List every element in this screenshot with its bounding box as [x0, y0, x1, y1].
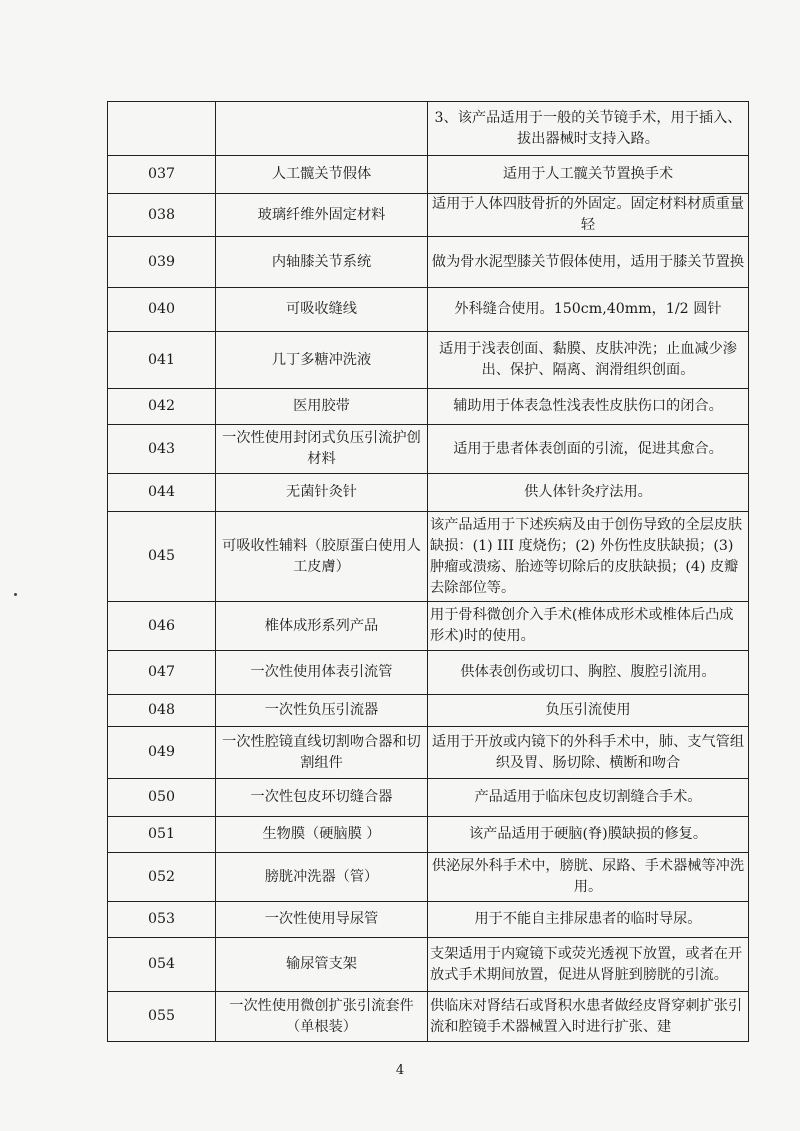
row-number-cell: 049 — [108, 727, 216, 779]
row-number-cell: 045 — [108, 512, 216, 602]
table-row — [108, 727, 749, 779]
description-cell: 辅助用于体表急性浅表性皮肤伤口的闭合。 — [428, 389, 749, 425]
product-name-cell: 输尿管支架 — [216, 938, 428, 992]
description-cell: 适用于人体四肢骨折的外固定。固定材料材质重量轻 — [428, 194, 749, 237]
product-table — [107, 101, 749, 1042]
row-number-cell: 043 — [108, 425, 216, 474]
row-number-cell: 041 — [108, 332, 216, 389]
product-name-cell: 内轴膝关节系统 — [216, 237, 428, 288]
product-name-cell: 无菌针灸针 — [216, 474, 428, 512]
row-number-cell: 050 — [108, 779, 216, 817]
description-cell: 适用于患者体表创面的引流，促进其愈合。 — [428, 425, 749, 474]
row-number-cell: 037 — [108, 156, 216, 194]
row-number-cell: 040 — [108, 288, 216, 332]
description-cell: 用于不能自主排尿患者的临时导尿。 — [428, 902, 749, 938]
row-number-cell — [108, 102, 216, 156]
product-name-cell: 一次性负压引流器 — [216, 695, 428, 727]
table-row — [108, 602, 749, 651]
row-number-cell: 052 — [108, 853, 216, 902]
row-number-cell: 048 — [108, 695, 216, 727]
description-cell: 供体表创伤或切口、胸腔、腹腔引流用。 — [428, 651, 749, 695]
table-row — [108, 237, 749, 288]
page-number: 4 — [395, 1063, 405, 1078]
row-number-cell: 038 — [108, 194, 216, 237]
row-number-cell: 044 — [108, 474, 216, 512]
product-name-cell: 一次性使用导尿管 — [216, 902, 428, 938]
table-row — [108, 853, 749, 902]
table-row — [108, 512, 749, 602]
description-cell: 供泌尿外科手术中，膀胱、尿路、手术器械等冲洗用。 — [428, 853, 749, 902]
table-row — [108, 425, 749, 474]
row-number-cell: 039 — [108, 237, 216, 288]
row-number-cell: 051 — [108, 817, 216, 853]
description-cell: 适用于人工髋关节置换手术 — [428, 156, 749, 194]
table-row — [108, 156, 749, 194]
table-row — [108, 332, 749, 389]
product-table-body — [108, 102, 749, 1042]
table-row — [108, 938, 749, 992]
table-row — [108, 779, 749, 817]
table-row — [108, 651, 749, 695]
product-name-cell: 一次性腔镜直线切割吻合器和切割组件 — [216, 727, 428, 779]
table-row — [108, 992, 749, 1042]
table-row — [108, 902, 749, 938]
description-cell: 供临床对肾结石或肾积水患者做经皮肾穿刺扩张引流和腔镜手术器械置入时进行扩张、建 — [428, 992, 749, 1042]
description-cell: 供人体针灸疗法用。 — [428, 474, 749, 512]
product-name-cell: 玻璃纤维外固定材料 — [216, 194, 428, 237]
product-name-cell: 可吸收缝线 — [216, 288, 428, 332]
description-cell: 做为骨水泥型膝关节假体使用，适用于膝关节置换 — [428, 237, 749, 288]
table-row — [108, 102, 749, 156]
description-cell: 3、该产品适用于一般的关节镜手术，用于插入、拔出器械时支持入路。 — [428, 102, 749, 156]
description-cell: 该产品适用于下述疾病及由于创伤导致的全层皮肤缺损：(1) III 度烧伤；(2) 外伤性皮肤缺损；(3) 肿瘤或溃疡、胎迹等切除后的皮肤缺损；(4) 皮瓣去除部位等。 — [428, 512, 749, 602]
table-row — [108, 695, 749, 727]
description-cell: 支架适用于内窥镜下或荧光透视下放置，或者在开放式手术期间放置，促进从肾脏到膀胱的引流。 — [428, 938, 749, 992]
row-number-cell: 055 — [108, 992, 216, 1042]
product-name-cell: 一次性使用微创扩张引流套件（单根装） — [216, 992, 428, 1042]
product-name-cell: 膀胱冲洗器（管） — [216, 853, 428, 902]
table-row — [108, 288, 749, 332]
product-name-cell — [216, 102, 428, 156]
table-row — [108, 389, 749, 425]
description-cell: 适用于浅表创面、黏膜、皮肤冲洗；止血减少渗出、保护、隔离、润滑组织创面。 — [428, 332, 749, 389]
product-name-cell: 几丁多糖冲洗液 — [216, 332, 428, 389]
table-row — [108, 194, 749, 237]
row-number-cell: 054 — [108, 938, 216, 992]
row-number-cell: 042 — [108, 389, 216, 425]
description-cell: 用于骨科微创介入手术(椎体成形术或椎体后凸成形术)时的使用。 — [428, 602, 749, 651]
row-number-cell: 046 — [108, 602, 216, 651]
product-name-cell: 椎体成形系列产品 — [216, 602, 428, 651]
product-name-cell: 生物膜（硬脑膜 ） — [216, 817, 428, 853]
row-number-cell: 047 — [108, 651, 216, 695]
description-cell: 负压引流使用 — [428, 695, 749, 727]
description-cell: 产品适用于临床包皮切割缝合手术。 — [428, 779, 749, 817]
table-row — [108, 817, 749, 853]
product-name-cell: 一次性使用封闭式负压引流护创材料 — [216, 425, 428, 474]
description-cell: 适用于开放或内镜下的外科手术中，肺、支气管组织及胃、肠切除、横断和吻合 — [428, 727, 749, 779]
description-cell: 该产品适用于硬脑(脊)膜缺损的修复。 — [428, 817, 749, 853]
product-name-cell: 一次性使用体表引流管 — [216, 651, 428, 695]
row-number-cell: 053 — [108, 902, 216, 938]
product-name-cell: 人工髋关节假体 — [216, 156, 428, 194]
product-name-cell: 医用胶带 — [216, 389, 428, 425]
description-cell: 外科缝合使用。150cm,40mm，1/2 圆针 — [428, 288, 749, 332]
table-row — [108, 474, 749, 512]
product-name-cell: 可吸收性辅料（胶原蛋白使用人工皮膚） — [216, 512, 428, 602]
margin-mark — [14, 593, 17, 596]
product-name-cell: 一次性包皮环切缝合器 — [216, 779, 428, 817]
